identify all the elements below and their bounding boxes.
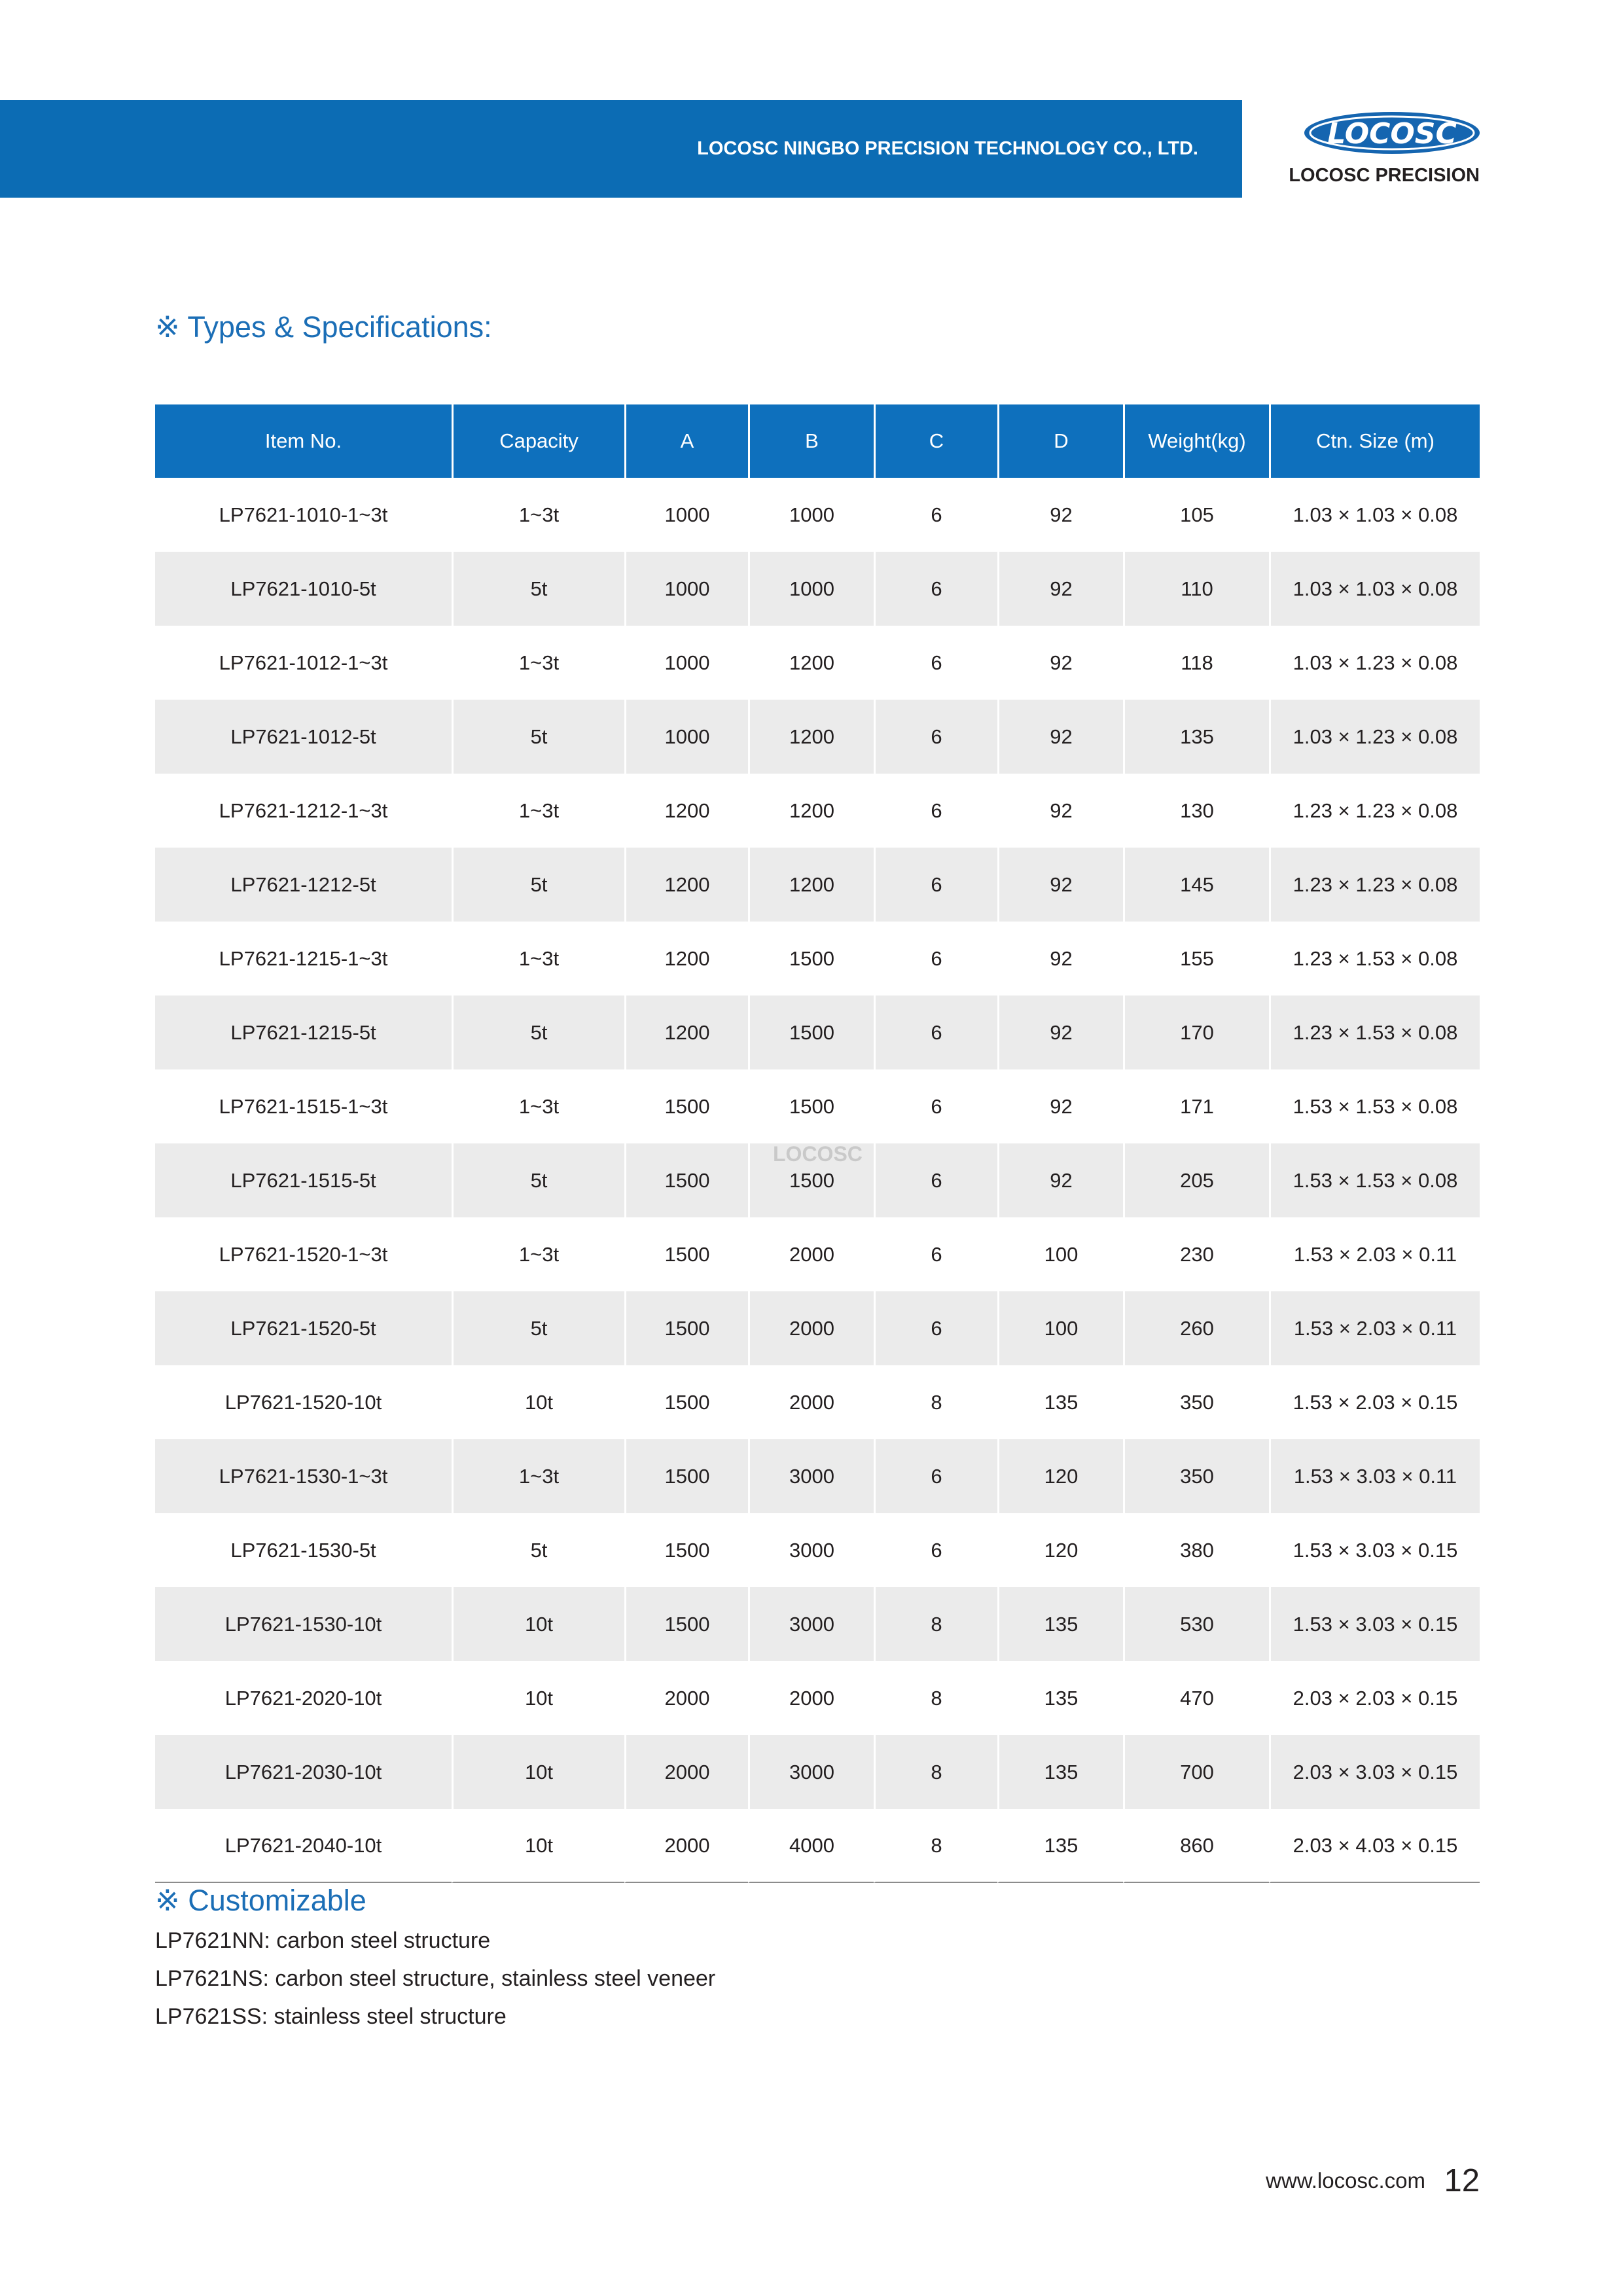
cell-weight: 145: [1123, 848, 1269, 922]
cell-dim-c: 8: [874, 1587, 997, 1661]
cell-item-no: LP7621-2030-10t: [155, 1735, 452, 1809]
table-row: [155, 700, 1480, 774]
cell-item-no: LP7621-1530-10t: [155, 1587, 452, 1661]
cell-carton-size: 2.03 × 2.03 × 0.15: [1269, 1661, 1480, 1735]
cell-dim-d: 135: [997, 1661, 1123, 1735]
cell-dim-a: 1000: [624, 626, 748, 700]
customizable-list: [155, 1922, 715, 2036]
cell-dim-c: 6: [874, 848, 997, 922]
cell-dim-c: 6: [874, 478, 997, 552]
section-title-specifications: ※ Types & Specifications:: [155, 310, 492, 344]
cell-item-no: LP7621-1515-5t: [155, 1143, 452, 1217]
cell-dim-d: 100: [997, 1217, 1123, 1291]
cell-dim-b: 1000: [748, 552, 874, 626]
cell-weight: 135: [1123, 700, 1269, 774]
cell-capacity: 10t: [452, 1365, 624, 1439]
cell-dim-b: 2000: [748, 1291, 874, 1365]
cell-weight: 155: [1123, 922, 1269, 996]
header-band: [0, 100, 1242, 198]
table-row: [155, 1217, 1480, 1291]
cell-dim-a: 1500: [624, 1439, 748, 1513]
footer-website: www.locosc.com: [1266, 2168, 1425, 2193]
cell-dim-a: 2000: [624, 1661, 748, 1735]
cell-carton-size: 1.23 × 1.23 × 0.08: [1269, 774, 1480, 848]
cell-dim-c: 6: [874, 552, 997, 626]
cell-carton-size: 1.53 × 3.03 × 0.15: [1269, 1513, 1480, 1587]
cell-dim-a: 1200: [624, 848, 748, 922]
cell-weight: 110: [1123, 552, 1269, 626]
cell-dim-b: 1500: [748, 996, 874, 1069]
cell-dim-b: 2000: [748, 1217, 874, 1291]
customizable-item: LP7621NS: carbon steel structure, stainless steel veneer: [155, 1966, 716, 1991]
cell-carton-size: 1.03 × 1.23 × 0.08: [1269, 700, 1480, 774]
column-header-dim-a: A: [624, 404, 748, 478]
table-row: [155, 1069, 1480, 1143]
cell-capacity: 5t: [452, 552, 624, 626]
cell-dim-a: 1000: [624, 478, 748, 552]
cell-item-no: LP7621-2020-10t: [224, 1686, 382, 1710]
cell-weight: 860: [1123, 1809, 1269, 1883]
cell-dim-a: 1000: [624, 700, 748, 774]
cell-dim-b: 2000: [748, 1365, 874, 1439]
cell-item-no: LP7621-1215-5t: [155, 996, 452, 1069]
section-title-customizable: ※ Customizable: [155, 1884, 366, 1917]
cell-item-no: LP7621-1012-5t: [155, 700, 452, 774]
cell-dim-d: 92: [997, 848, 1123, 922]
cell-dim-c: 6: [874, 626, 997, 700]
cell-dim-a: 1200: [624, 996, 748, 1069]
table-header-row: [155, 404, 1480, 478]
cell-weight: 350: [1123, 1439, 1269, 1513]
cell-capacity: 1~3t: [452, 1069, 624, 1143]
cell-dim-d: 120: [997, 1513, 1123, 1587]
table-row: [155, 1809, 1480, 1883]
cell-dim-d: 92: [997, 626, 1123, 700]
cell-carton-size: 1.03 × 1.03 × 0.08: [1269, 478, 1480, 552]
cell-dim-d: 92: [997, 1069, 1123, 1143]
page-number: 12: [1444, 2163, 1480, 2198]
cell-dim-b: 1200: [748, 774, 874, 848]
cell-dim-c: 8: [874, 1661, 997, 1735]
cell-capacity: 5t: [452, 700, 624, 774]
table-row: [155, 552, 1480, 626]
cell-weight: 260: [1123, 1291, 1269, 1365]
column-header-dim-b: B: [748, 404, 874, 478]
cell-dim-a: 1200: [624, 922, 748, 996]
cell-carton-size: 1.23 × 1.53 × 0.08: [1269, 996, 1480, 1069]
cell-item-no: LP7621-1520-1~3t: [219, 1242, 388, 1266]
cell-carton-size: 1.53 × 1.53 × 0.08: [1269, 1069, 1480, 1143]
column-header-dim-c: C: [874, 404, 997, 478]
column-header-item-no: Item No.: [155, 404, 452, 478]
cell-capacity: 1~3t: [452, 1439, 624, 1513]
cell-carton-size: 1.23 × 1.23 × 0.08: [1269, 848, 1480, 922]
cell-dim-b: 3000: [748, 1439, 874, 1513]
cell-dim-a: 1500: [624, 1217, 748, 1291]
cell-item-no: LP7621-1530-5t: [230, 1538, 376, 1562]
cell-weight: 170: [1123, 996, 1269, 1069]
cell-weight: 230: [1123, 1217, 1269, 1291]
cell-weight: 470: [1123, 1661, 1269, 1735]
cell-dim-d: 92: [997, 1143, 1123, 1217]
cell-dim-a: 2000: [624, 1735, 748, 1809]
cell-dim-a: 1000: [624, 552, 748, 626]
cell-dim-a: 1500: [624, 1513, 748, 1587]
cell-capacity: 10t: [452, 1809, 624, 1883]
column-header-capacity: Capacity: [452, 404, 624, 478]
cell-weight: 105: [1123, 478, 1269, 552]
cell-dim-d: 135: [997, 1587, 1123, 1661]
cell-item-no: LP7621-1010-5t: [155, 552, 452, 626]
cell-dim-c: 6: [874, 774, 997, 848]
cell-weight: 530: [1123, 1587, 1269, 1661]
table-row: [155, 1587, 1480, 1661]
cell-dim-b: 1200: [748, 848, 874, 922]
table-row: [155, 478, 1480, 552]
cell-carton-size: 1.53 × 3.03 × 0.15: [1269, 1587, 1480, 1661]
cell-dim-d: 135: [997, 1365, 1123, 1439]
cell-dim-c: 6: [874, 700, 997, 774]
cell-carton-size: 1.53 × 1.53 × 0.08: [1269, 1143, 1480, 1217]
cell-capacity: 1~3t: [452, 1217, 624, 1291]
cell-dim-c: 6: [874, 1439, 997, 1513]
cell-dim-c: 6: [874, 1217, 997, 1291]
cell-capacity: 5t: [452, 1291, 624, 1365]
cell-item-no: LP7621-1212-5t: [155, 848, 452, 922]
cell-dim-d: 92: [997, 552, 1123, 626]
cell-carton-size: 1.03 × 1.03 × 0.08: [1269, 552, 1480, 626]
cell-capacity: 1~3t: [452, 478, 624, 552]
cell-dim-d: 92: [997, 922, 1123, 996]
cell-dim-c: 8: [874, 1735, 997, 1809]
cell-dim-d: 135: [997, 1735, 1123, 1809]
cell-capacity: 5t: [452, 848, 624, 922]
brand-tagline: LOCOSC PRECISION: [1289, 165, 1480, 186]
table-row: [155, 1661, 1480, 1735]
cell-carton-size: 1.53 × 2.03 × 0.11: [1269, 1217, 1480, 1291]
cell-weight: 118: [1123, 626, 1269, 700]
cell-dim-d: 92: [997, 996, 1123, 1069]
cell-dim-b: 4000: [748, 1809, 874, 1883]
cell-dim-a: 1500: [624, 1587, 748, 1661]
cell-dim-c: 6: [874, 1513, 997, 1587]
cell-dim-c: 6: [874, 1291, 997, 1365]
column-header-carton-size: Ctn. Size (m): [1269, 404, 1480, 478]
cell-dim-a: 1500: [624, 1069, 748, 1143]
cell-dim-b: 3000: [748, 1735, 874, 1809]
cell-carton-size: 2.03 × 3.03 × 0.15: [1269, 1735, 1480, 1809]
cell-capacity: 5t: [452, 1143, 624, 1217]
cell-capacity: 10t: [452, 1661, 624, 1735]
cell-dim-c: 6: [874, 996, 997, 1069]
cell-item-no: LP7621-1515-1~3t: [219, 1094, 388, 1118]
table-row: [155, 626, 1480, 700]
table-header: [155, 404, 1480, 478]
cell-capacity: 10t: [452, 1587, 624, 1661]
cell-dim-c: 6: [874, 1069, 997, 1143]
cell-carton-size: 2.03 × 4.03 × 0.15: [1269, 1809, 1480, 1883]
cell-weight: 205: [1123, 1143, 1269, 1217]
locosc-logo: [1303, 110, 1481, 156]
cell-item-no: LP7621-1215-1~3t: [219, 946, 388, 970]
cell-weight: 130: [1123, 774, 1269, 848]
cell-dim-d: 100: [997, 1291, 1123, 1365]
table-row: [155, 1513, 1480, 1587]
table-row: [155, 1735, 1480, 1809]
cell-carton-size: 1.53 × 2.03 × 0.15: [1269, 1365, 1480, 1439]
cell-dim-c: 6: [874, 922, 997, 996]
cell-dim-b: 1000: [748, 478, 874, 552]
cell-dim-a: 1500: [624, 1365, 748, 1439]
cell-dim-b: 1200: [748, 700, 874, 774]
cell-capacity: 5t: [452, 996, 624, 1069]
customizable-item: LP7621NN: carbon steel structure: [155, 1928, 491, 1953]
cell-dim-a: 1200: [624, 774, 748, 848]
cell-carton-size: 1.23 × 1.53 × 0.08: [1269, 922, 1480, 996]
table-row: [155, 774, 1480, 848]
column-header-weight: Weight(kg): [1123, 404, 1269, 478]
cell-dim-b: 2000: [748, 1661, 874, 1735]
cell-dim-b: 1500: [748, 1069, 874, 1143]
cell-weight: 700: [1123, 1735, 1269, 1809]
cell-weight: 350: [1123, 1365, 1269, 1439]
spec-table-body: [155, 478, 1480, 1883]
table-row: [155, 1365, 1480, 1439]
logo-text: LOCOSC: [1327, 117, 1457, 151]
cell-weight: 380: [1123, 1513, 1269, 1587]
watermark: LOCOSC: [773, 1142, 863, 1166]
cell-dim-b: 1500: [748, 1143, 874, 1217]
cell-dim-d: 92: [997, 478, 1123, 552]
customizable-item: LP7621SS: stainless steel structure: [155, 2004, 507, 2029]
cell-carton-size: 1.53 × 3.03 × 0.11: [1269, 1439, 1480, 1513]
cell-dim-c: 8: [874, 1809, 997, 1883]
cell-dim-d: 92: [997, 774, 1123, 848]
column-header-dim-d: D: [997, 404, 1123, 478]
cell-weight: 171: [1123, 1069, 1269, 1143]
table-row: [155, 848, 1480, 922]
cell-carton-size: 1.03 × 1.23 × 0.08: [1269, 626, 1480, 700]
cell-dim-c: 6: [874, 1143, 997, 1217]
cell-dim-b: 1200: [748, 626, 874, 700]
cell-item-no: LP7621-1012-1~3t: [219, 651, 388, 674]
cell-item-no: LP7621-1520-10t: [224, 1390, 382, 1414]
cell-carton-size: 1.53 × 2.03 × 0.11: [1269, 1291, 1480, 1365]
cell-item-no: LP7621-2040-10t: [155, 1809, 452, 1883]
table-row: [155, 1439, 1480, 1513]
company-name: LOCOSC NINGBO PRECISION TECHNOLOGY CO., LTD.: [697, 138, 1198, 159]
table-row: [155, 1291, 1480, 1365]
table-row: [155, 922, 1480, 996]
cell-item-no: LP7621-1212-1~3t: [219, 798, 388, 822]
cell-dim-b: 1500: [748, 922, 874, 996]
cell-dim-d: 92: [997, 700, 1123, 774]
cell-capacity: 10t: [452, 1735, 624, 1809]
cell-capacity: 1~3t: [452, 922, 624, 996]
cell-dim-a: 1500: [624, 1143, 748, 1217]
cell-item-no: LP7621-1010-1~3t: [219, 503, 388, 526]
table-row: [155, 996, 1480, 1069]
cell-dim-a: 1500: [624, 1291, 748, 1365]
cell-capacity: 5t: [452, 1513, 624, 1587]
cell-capacity: 1~3t: [452, 626, 624, 700]
cell-dim-c: 8: [874, 1365, 997, 1439]
cell-dim-b: 3000: [748, 1513, 874, 1587]
cell-item-no: LP7621-1530-1~3t: [155, 1439, 452, 1513]
cell-item-no: LP7621-1520-5t: [155, 1291, 452, 1365]
cell-dim-d: 120: [997, 1439, 1123, 1513]
cell-dim-d: 135: [997, 1809, 1123, 1883]
cell-dim-b: 3000: [748, 1587, 874, 1661]
cell-capacity: 1~3t: [452, 774, 624, 848]
cell-dim-a: 2000: [624, 1809, 748, 1883]
